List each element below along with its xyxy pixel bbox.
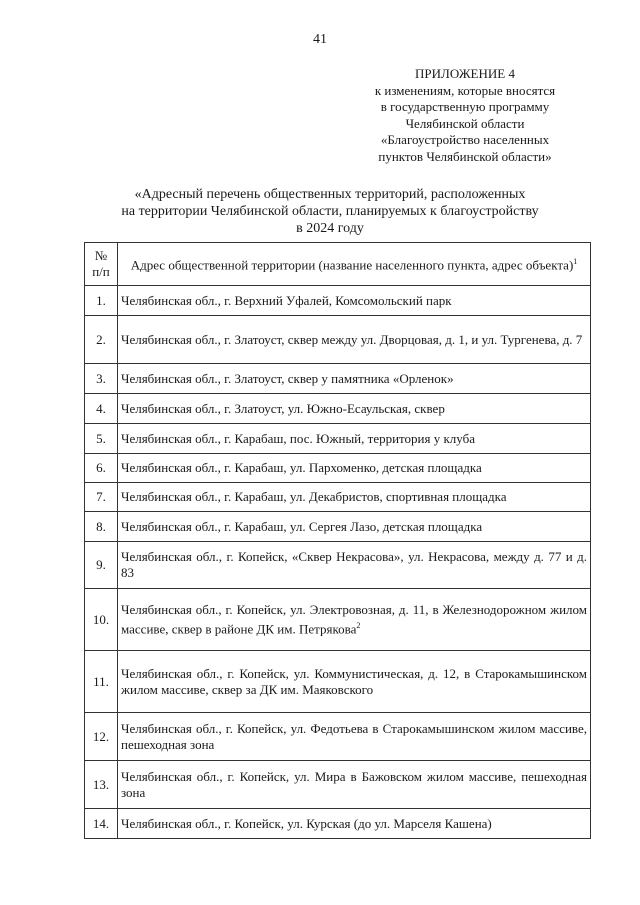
address-table: [84, 242, 591, 839]
row-address: [118, 316, 591, 364]
row-address-text: Челябинская обл., г. Карабаш, ул. Декабристов, спортивная площадка: [121, 489, 507, 504]
document-title-line: на территории Челябинской области, планируемых к благоустройству: [121, 204, 539, 219]
table-row: [85, 424, 591, 454]
header-address-text: Адрес общественной территории (название населенного пункта, адрес объекта): [130, 257, 574, 273]
row-address-text: Челябинская обл., г. Копейск, ул. Мира в Бажовском жилом массиве, пешеходная зона: [121, 768, 587, 800]
row-number: 10.: [85, 589, 118, 651]
appendix-line: к изменениям, которые вносятся: [374, 82, 556, 98]
row-address: [118, 286, 591, 316]
table-row: [85, 316, 591, 364]
row-address-text: Челябинская обл., г. Копейск, «Сквер Некрасова», ул. Некрасова, между д. 77 и д. 83: [121, 549, 587, 580]
row-number: 3.: [85, 364, 118, 394]
row-number: 12.: [85, 713, 118, 761]
table-row: [85, 713, 591, 761]
appendix-header: [340, 66, 590, 165]
row-address: [118, 651, 591, 713]
row-number: 8.: [85, 512, 118, 542]
row-address-text: Челябинская обл., г. Златоуст, сквер между ул. Дворцовая, д. 1, и ул. Тургенева, д. 7: [121, 331, 583, 347]
appendix-title: ПРИЛОЖЕНИЕ 4: [415, 66, 515, 81]
document-title-line: «Адресный перечень общественных территорий, расположенных: [134, 187, 526, 202]
row-number: 6.: [85, 454, 118, 483]
row-address: [118, 713, 591, 761]
row-address: [118, 364, 591, 394]
row-address-text: Челябинская обл., г. Верхний Уфалей, Комсомольский парк: [121, 292, 452, 308]
appendix-line: пунктов Челябинской области»: [378, 148, 552, 164]
row-address-text: Челябинская обл., г. Карабаш, пос. Южный, территория у клуба: [121, 430, 476, 446]
row-address-text: Челябинская обл., г. Карабаш, ул. Пархоменко, детская площадка: [121, 460, 482, 475]
row-address: [118, 809, 591, 839]
row-address-text: Челябинская обл., г. Златоуст, сквер у памятника «Орленок»: [121, 370, 454, 386]
table-row: [85, 542, 591, 589]
row-address: [118, 454, 591, 483]
table-row: [85, 651, 591, 713]
row-number: 2.: [85, 316, 118, 364]
row-number: 7.: [85, 483, 118, 512]
footnote-marker: 2: [356, 620, 361, 630]
table-row: [85, 394, 591, 424]
page-number: 41: [313, 32, 327, 47]
table-header-row: [85, 243, 591, 286]
row-address: [118, 483, 591, 512]
row-number: 5.: [85, 424, 118, 454]
row-address-text: Челябинская обл., г. Златоуст, ул. Южно-Есаульская, сквер: [121, 400, 445, 416]
table-row: [85, 761, 591, 809]
appendix-line: «Благоустройство населенных: [380, 132, 550, 147]
row-number: 9.: [85, 542, 118, 589]
row-number: 1.: [85, 286, 118, 316]
row-address: [118, 542, 591, 589]
footnote-marker: 1: [573, 257, 578, 267]
table-row: [85, 589, 591, 651]
row-address: [118, 761, 591, 809]
header-number: № п/п: [85, 243, 118, 286]
table-row: [85, 286, 591, 316]
row-address-text: Челябинская обл., г. Копейск, ул. Федотьева в Старокамышинском жилом массиве, пешеходная зона: [121, 720, 587, 752]
row-address-text: Челябинская обл., г. Копейск, ул. Электровозная, д. 11, в Железнодорожном жилом массиве, сквер в районе ДК им. Петрякова: [121, 601, 587, 637]
row-address-text: Челябинская обл., г. Карабаш, ул. Сергея Лазо, детская площадка: [121, 518, 483, 534]
table-row: [85, 364, 591, 394]
table-row: [85, 454, 591, 483]
header-address: [118, 243, 591, 286]
document-title-line: в 2024 году: [296, 221, 364, 236]
table-row: [85, 512, 591, 542]
appendix-line: в государственную программу: [380, 99, 550, 114]
document-title: [90, 186, 570, 237]
row-address: [118, 589, 591, 651]
row-number: 13.: [85, 761, 118, 809]
row-address: [118, 424, 591, 454]
row-number: 11.: [85, 651, 118, 713]
row-number: 14.: [85, 809, 118, 839]
row-address: [118, 394, 591, 424]
row-address-text: Челябинская обл., г. Копейск, ул. Коммунистическая, д. 12, в Старокамышинском жилом массиве, сквер за ДК им. Маяковского: [121, 665, 587, 697]
row-address-text: Челябинская обл., г. Копейск, ул. Курская (до ул. Марселя Кашена): [121, 815, 492, 831]
row-number: 4.: [85, 394, 118, 424]
appendix-line: Челябинской области: [405, 115, 525, 131]
row-address: [118, 512, 591, 542]
table-row: [85, 809, 591, 839]
table-row: [85, 483, 591, 512]
